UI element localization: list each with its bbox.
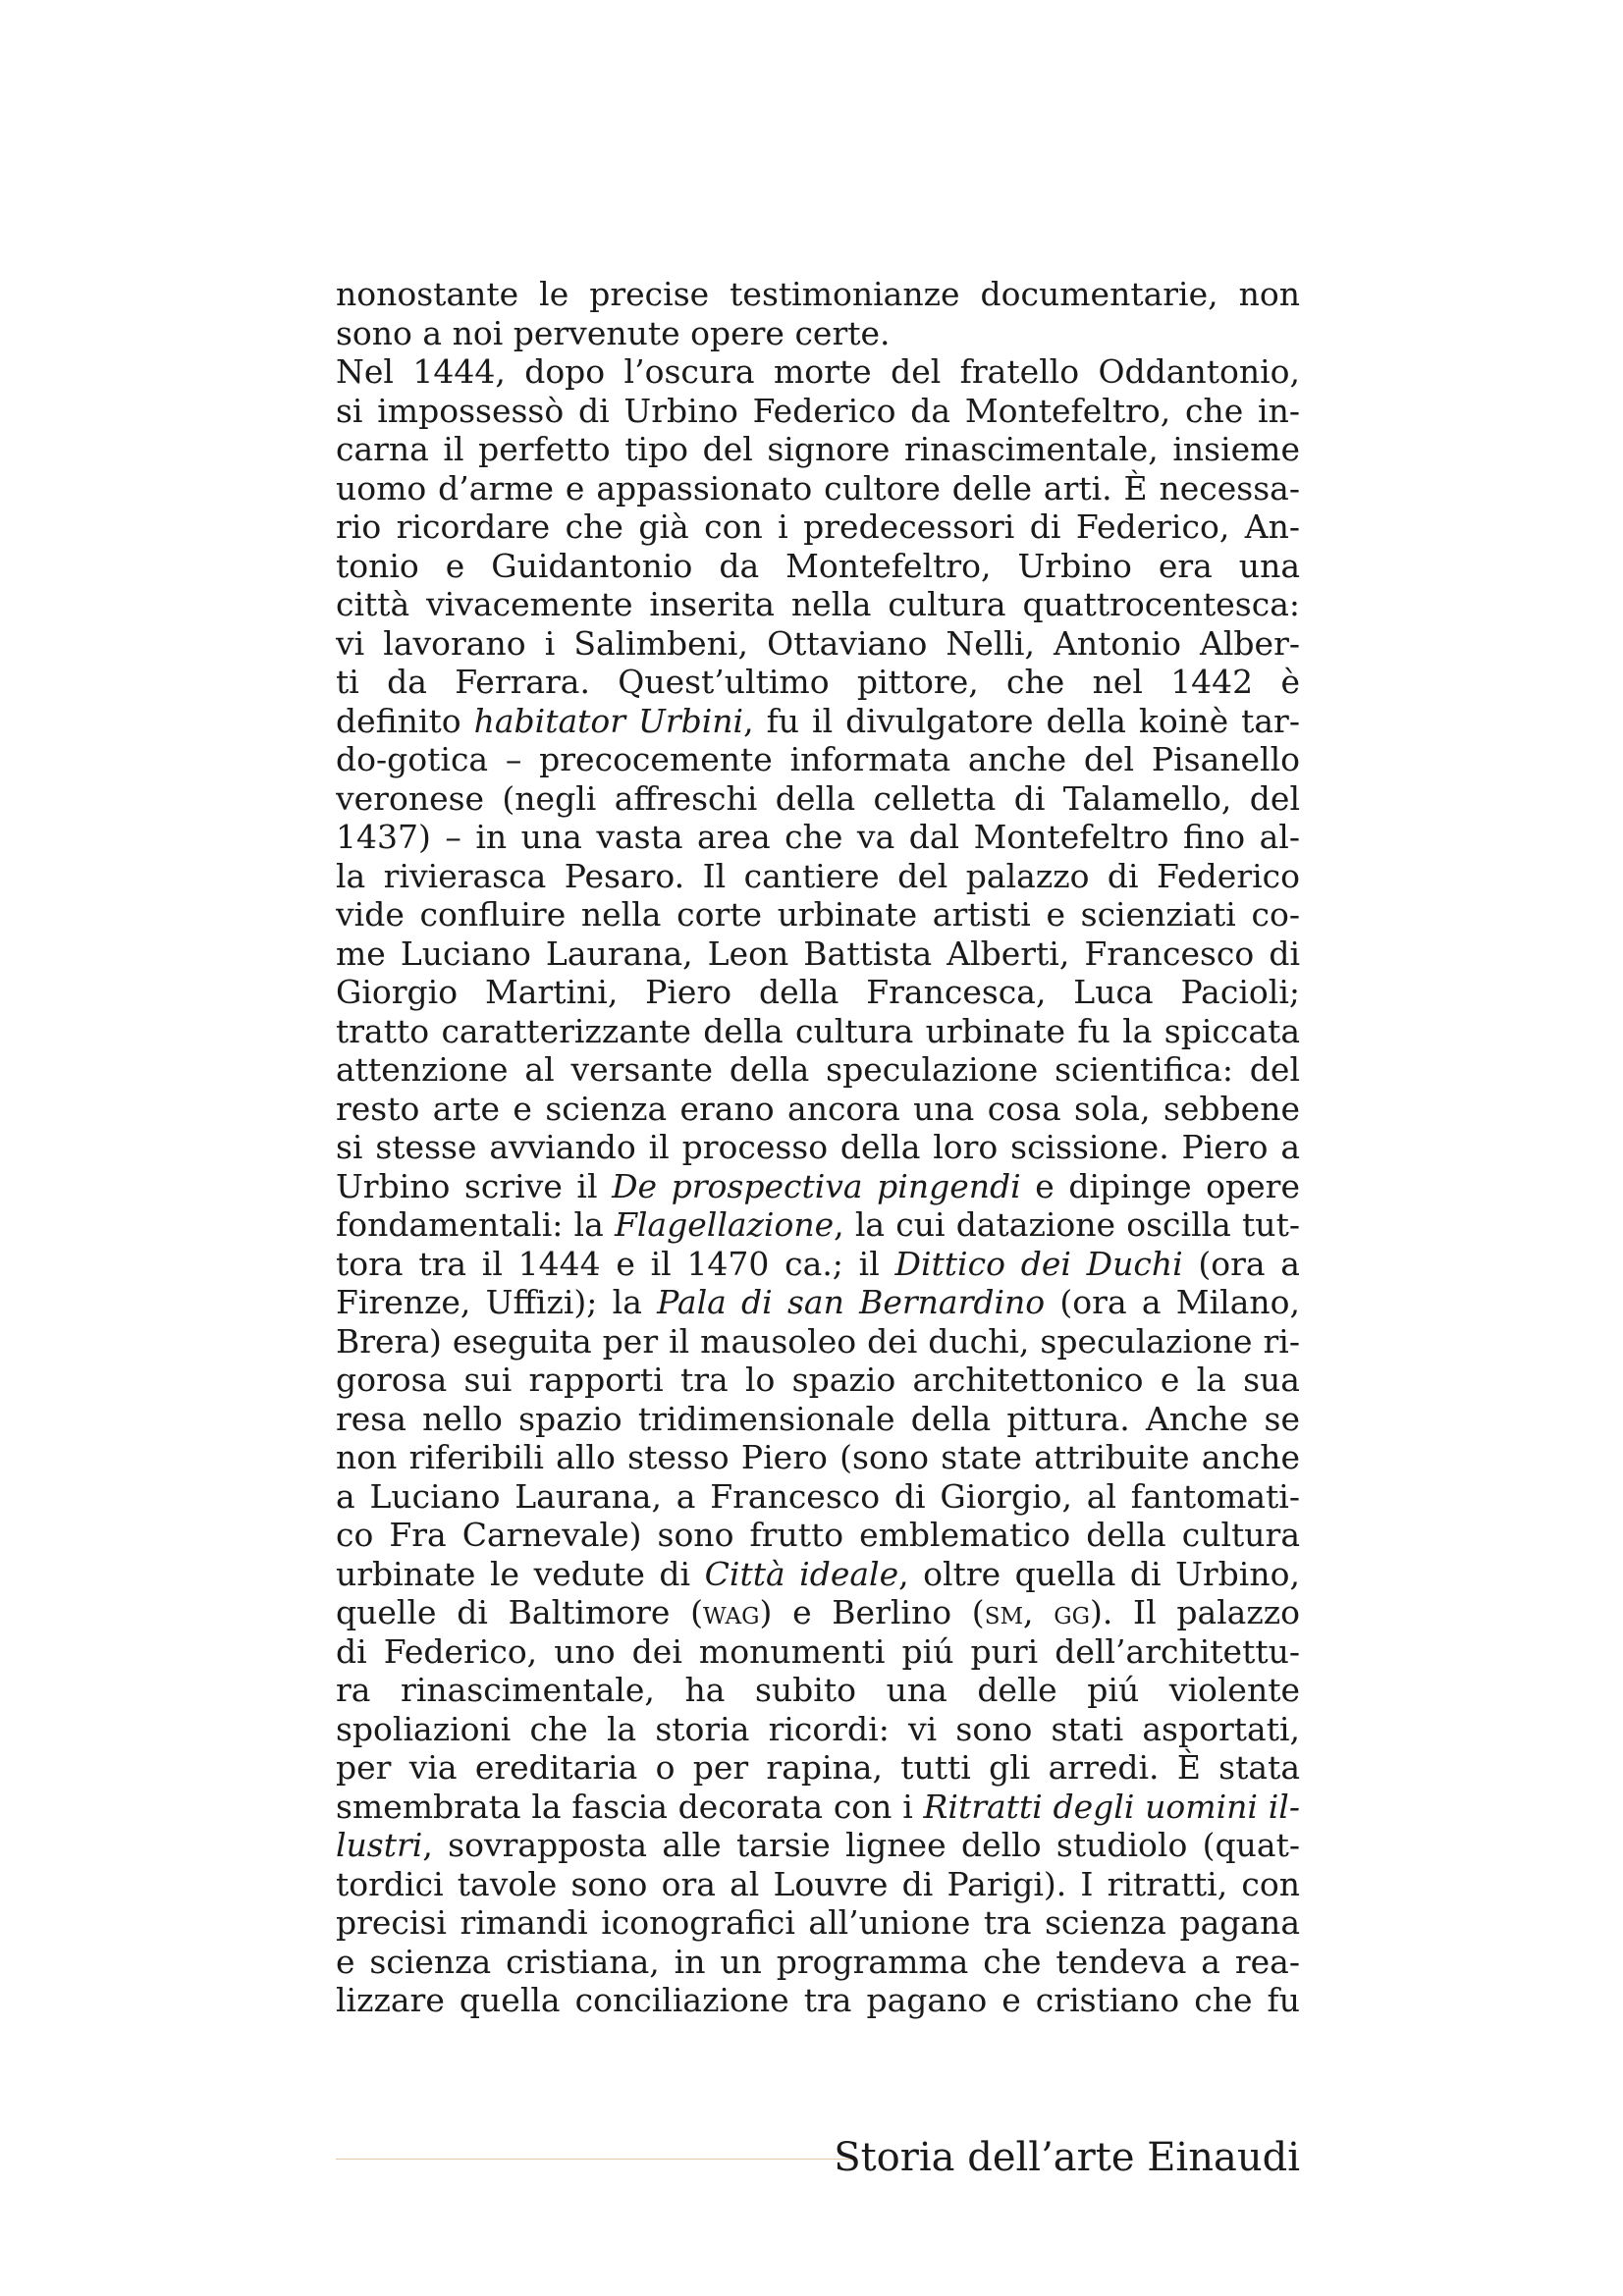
text-segment: , fu il divulgatore della koinè tar- (743, 701, 1300, 740)
text-segment: vide confluire nella corte urbinate artisti e scienziati co- (336, 895, 1300, 934)
text-segment: spoliazioni che la storia ricordi: vi sono stati asportati, (336, 1709, 1300, 1748)
text-segment: tora tra il 1444 e il 1470 ca.; il (336, 1244, 895, 1283)
text-line (336, 895, 1300, 934)
text-segment: ti da Ferrara. Quest’ultimo pittore, che nel 1442 è (336, 663, 1300, 701)
text-segment: tordici tavole sono ora al Louvre di Parigi). I ritratti, con (336, 1864, 1300, 1903)
italic-title: De prospectiva pingendi (612, 1166, 1021, 1205)
text-segment: Giorgio Martini, Piero della Francesca, Luca Pacioli; (336, 973, 1300, 1011)
text-segment: definito (336, 701, 474, 740)
text-line (336, 1205, 1300, 1245)
italic-title: Dittico dei Duchi (894, 1244, 1183, 1283)
text-line (336, 818, 1300, 857)
text-segment: fondamentali: la (336, 1205, 615, 1244)
text-line (336, 1128, 1300, 1167)
italic-title: Flagellazione (614, 1205, 835, 1244)
text-segment: ). Il palazzo (1089, 1593, 1300, 1631)
text-segment: , la cui datazione oscilla tut- (834, 1205, 1300, 1244)
text-segment: resto arte e scienza erano ancora una cosa sola, sebbene (336, 1089, 1300, 1128)
text-segment: si stesse avviando il processo della loro scissione. Piero a (336, 1128, 1300, 1166)
text-line (336, 430, 1300, 469)
text-segment: vi lavorano i Salimbeni, Ottaviano Nelli, Antonio Alber- (336, 623, 1300, 663)
text-segment: ) e Berlino ( (759, 1593, 985, 1631)
text-line (336, 702, 1300, 741)
italic-title: lustri (336, 1826, 423, 1864)
text-line (336, 1438, 1300, 1477)
text-segment: si impossessò di Urbino Federico da Montefeltro, che in- (336, 391, 1300, 430)
text-segment: urbinate le vedute di (336, 1554, 705, 1593)
footer-rule (336, 2159, 854, 2160)
text-segment: carna il perfetto tipo del signore rinascimentale, insieme (336, 430, 1300, 468)
text-segment: non riferibili allo stesso Piero (sono state attribuite anche (336, 1438, 1300, 1476)
text-line (336, 779, 1300, 819)
text-line (336, 624, 1300, 664)
text-line (336, 973, 1300, 1012)
text-line (336, 1943, 1300, 1982)
text-line (336, 1632, 1300, 1672)
text-segment: , (1023, 1593, 1055, 1631)
text-segment: ra rinascimentale, ha subito una delle piú violente (336, 1671, 1300, 1709)
text-line (336, 1903, 1300, 1943)
text-segment: Urbino scrive il (336, 1166, 613, 1205)
text-segment: Nel 1444, dopo l’oscura morte del fratello Oddantonio, (336, 352, 1300, 391)
text-line (336, 934, 1300, 974)
text-line (336, 547, 1300, 586)
text-line (336, 1516, 1300, 1555)
text-line (336, 275, 1300, 314)
body-text (336, 275, 1300, 2020)
text-line (336, 663, 1300, 702)
text-segment: attenzione al versante della speculazione scientifica: del (336, 1050, 1300, 1089)
text-line (336, 1167, 1300, 1206)
italic-title: habitator Urbini (473, 701, 744, 740)
italic-title: Pala di san Bernardino (657, 1283, 1046, 1321)
text-segment: veronese (negli affreschi della celletta di Talamello, del (336, 778, 1300, 818)
text-segment: smembrata la fascia decorata con i (336, 1787, 924, 1826)
text-segment: lizzare quella conciliazione tra pagano e cristiano che fu (336, 1981, 1300, 2019)
text-line (336, 740, 1300, 779)
text-line (336, 1788, 1300, 1827)
text-segment: me Luciano Laurana, Leon Battista Alberti, Francesco di (336, 934, 1300, 973)
text-segment: tonio e Guidantonio da Montefeltro, Urbino era una (336, 546, 1300, 585)
text-segment: città vivacemente inserita nella cultura quattrocentesca: (336, 585, 1300, 623)
text-segment: Brera) eseguita per il mausoleo dei duchi, speculazione ri- (336, 1321, 1300, 1361)
text-line (336, 585, 1300, 624)
text-line (336, 314, 1300, 353)
text-line (336, 352, 1300, 392)
text-segment: sono a noi pervenute opere certe. (336, 313, 891, 352)
text-segment: e scienza cristiana, in un programma che tendeva a rea- (336, 1942, 1300, 1981)
text-line (336, 392, 1300, 431)
text-line (336, 1671, 1300, 1710)
text-line (336, 469, 1300, 508)
text-line (336, 1593, 1300, 1632)
text-segment: di Federico, uno dei monumenti piú puri dell’architettu- (336, 1631, 1300, 1671)
text-segment: (ora a (1182, 1244, 1300, 1283)
text-segment: , oltre quella di Urbino, (898, 1554, 1300, 1593)
text-line (336, 857, 1300, 896)
collection-abbreviation: gg (1054, 1593, 1090, 1631)
text-line (336, 1748, 1300, 1788)
text-line (336, 1865, 1300, 1904)
text-segment: Firenze, Uffizi); la (336, 1283, 658, 1321)
text-line (336, 1981, 1300, 2020)
text-segment: e dipinge opere (1020, 1166, 1300, 1205)
collection-abbreviation: sm (984, 1593, 1023, 1631)
text-line (336, 1555, 1300, 1594)
text-segment: (ora a Milano, (1045, 1283, 1300, 1321)
text-segment: rio ricordare che già con i predecessori di Federico, An- (336, 507, 1300, 546)
text-segment: per via ereditaria o per rapina, tutti gli arredi. È stata (336, 1748, 1300, 1787)
collection-abbreviation: wag (703, 1593, 760, 1631)
text-line (336, 1090, 1300, 1129)
text-line (336, 1477, 1300, 1517)
text-segment: do-gotica – precocemente informata anche del Pisanello (336, 740, 1300, 778)
text-line (336, 1050, 1300, 1090)
text-segment: la rivierasca Pesaro. Il cantiere del palazzo di Federico (336, 856, 1300, 895)
text-segment: gorosa sui rapporti tra lo spazio architettonico e la sua (336, 1361, 1300, 1399)
italic-title: Città ideale (704, 1554, 899, 1593)
text-line (336, 1322, 1300, 1362)
text-segment: quelle di Baltimore ( (336, 1593, 703, 1631)
text-line (336, 1012, 1300, 1051)
footer-series-title: Storia dell’arte Einaudi (834, 2135, 1300, 2180)
text-line (336, 1710, 1300, 1749)
text-segment: 1437) – in una vasta area che va dal Montefeltro fino al- (336, 818, 1300, 856)
text-line (336, 507, 1300, 547)
text-line (336, 1826, 1300, 1865)
text-segment: co Fra Carnevale) sono frutto emblematico della cultura (336, 1516, 1300, 1554)
text-segment: resa nello spazio tridimensionale della pittura. Anche se (336, 1399, 1300, 1438)
text-segment: precisi rimandi iconografici all’unione tra scienza pagana (336, 1903, 1300, 1942)
text-segment: tratto caratterizzante della cultura urbinate fu la spiccata (336, 1011, 1300, 1050)
text-segment: , sovrapposta alle tarsie lignee dello studiolo (quat- (422, 1826, 1300, 1864)
text-segment: uomo d’arme e appassionato cultore delle arti. È necessa- (336, 468, 1300, 507)
text-segment: a Luciano Laurana, a Francesco di Giorgio, al fantomati- (336, 1476, 1300, 1516)
text-segment: nonostante le precise testimonianze documentarie, non (336, 275, 1300, 313)
text-line (336, 1400, 1300, 1439)
text-line (336, 1361, 1300, 1400)
text-line (336, 1283, 1300, 1322)
italic-title: Ritratti degli uomini il- (923, 1787, 1300, 1826)
text-line (336, 1245, 1300, 1284)
